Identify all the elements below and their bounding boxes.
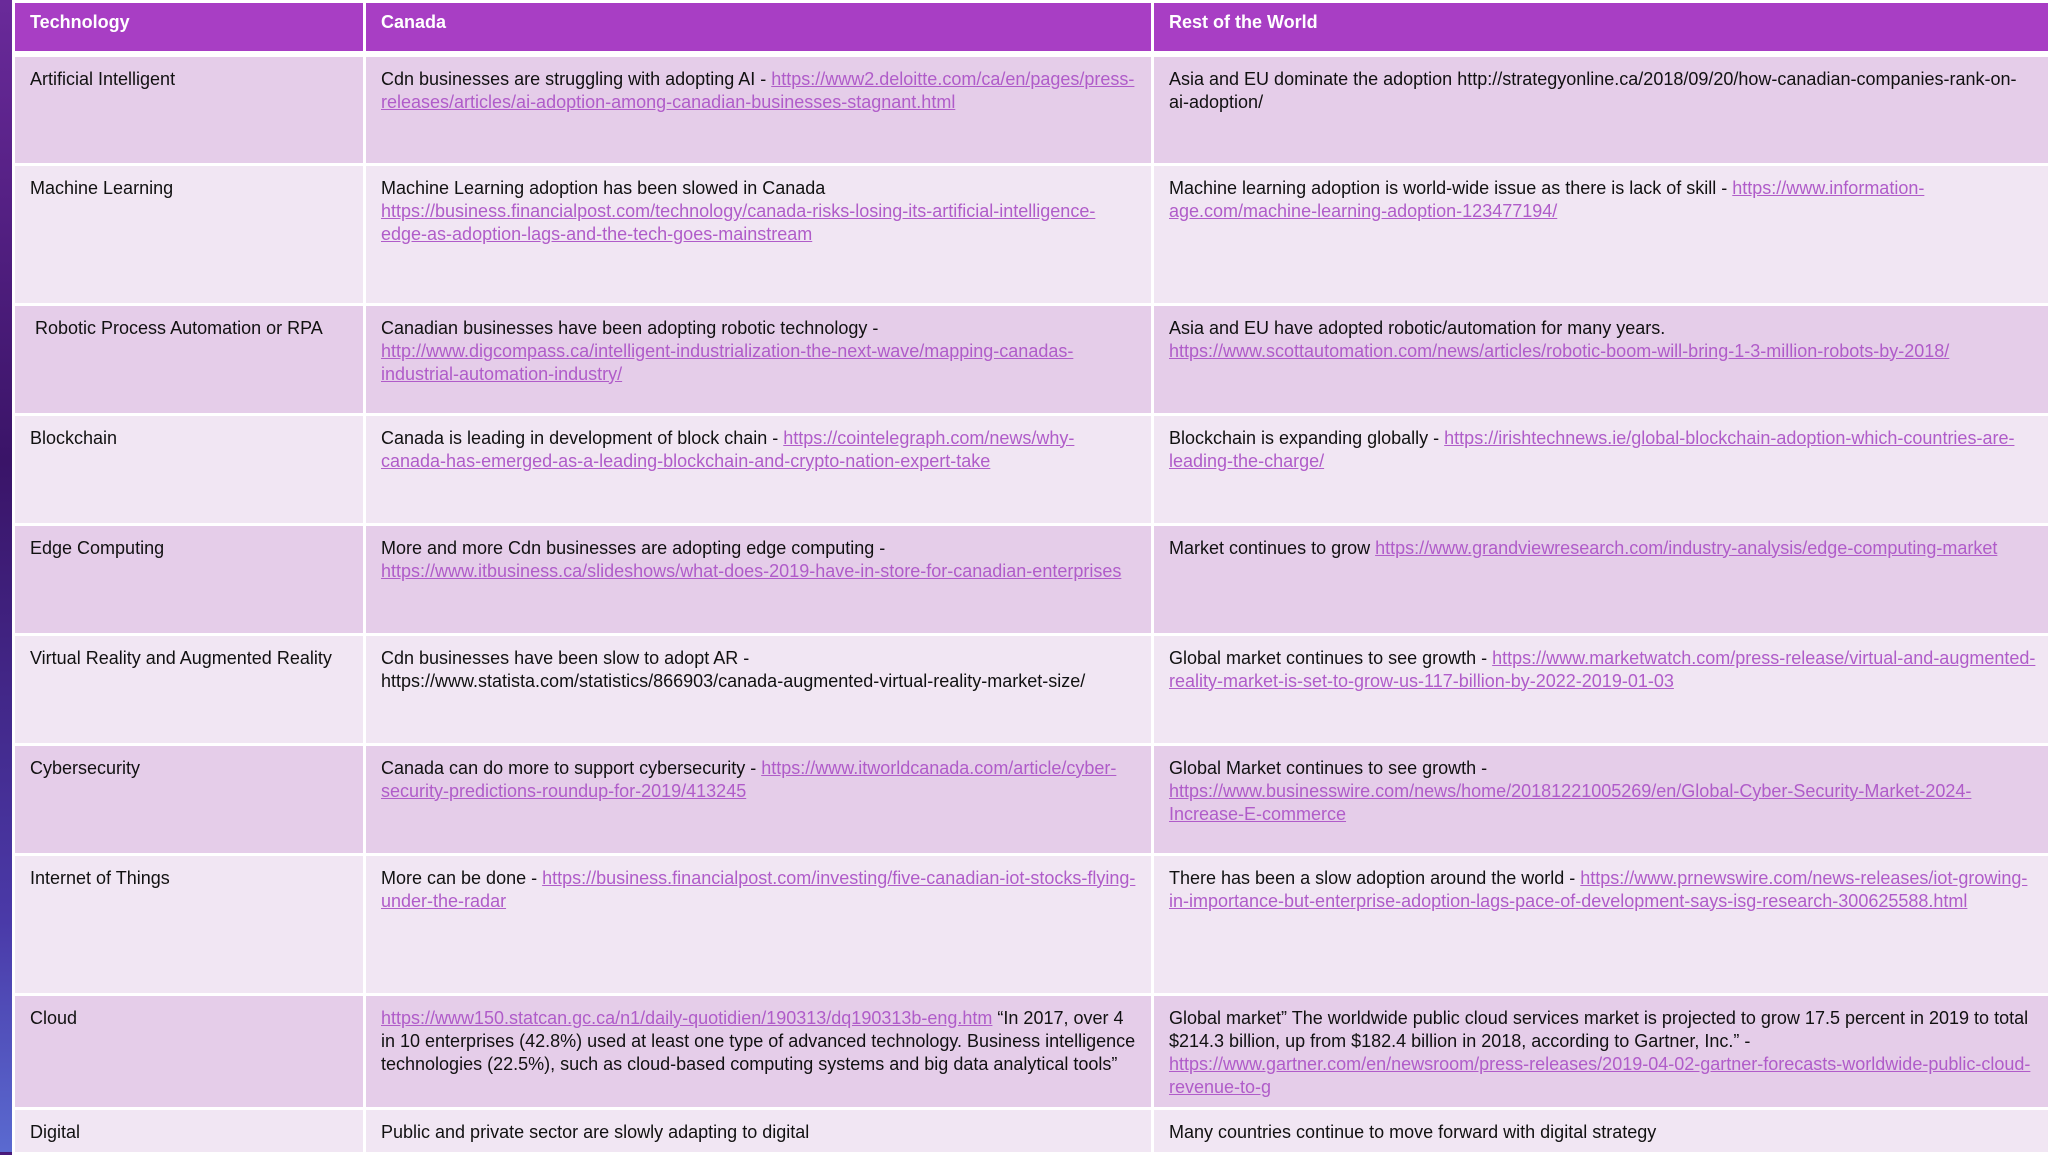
table-row — [14, 1108, 2048, 1153]
world-text: Asia and EU dominate the adoption http://strategyonline.ca/2018/09/20/how-canadian-companies-rank-on-ai-adoption/ — [1169, 69, 2017, 112]
world-text: There has been a slow adoption around the world - — [1169, 868, 1580, 888]
technology-cell-internet-of-things — [14, 854, 365, 994]
world-source-link[interactable]: https://www.marketwatch.com/press-release/virtual-and-augmented-reality-market-is-set-to-grow-us-117-billion-by-2022-2019-01-03 — [1169, 648, 2035, 691]
canada-source-link[interactable]: https://www2.deloitte.com/ca/en/pages/press-releases/articles/ai-adoption-among-canadian-businesses-stagnant.html — [381, 69, 1134, 112]
canada-text: Canada can do more to support cybersecurity - — [381, 758, 761, 778]
canada-source-link[interactable]: https://business.financialpost.com/technology/canada-risks-losing-its-artificial-intelligence-edge-as-adoption-lags-and-the-tech-goes-mainstream — [381, 201, 1095, 244]
technology-cell-edge-computing — [14, 524, 365, 634]
canada-source-link[interactable]: https://www.itworldcanada.com/article/cyber-security-predictions-roundup-for-2019/413245 — [381, 758, 1116, 801]
technology-label: Machine Learning — [30, 178, 173, 198]
canada-cell — [365, 634, 1153, 744]
canada-text: Canadian businesses have been adopting robotic technology - — [381, 318, 878, 338]
table-row — [14, 994, 2048, 1108]
canada-cell — [365, 304, 1153, 414]
technology-label: Cybersecurity — [30, 758, 140, 778]
world-cell — [1153, 854, 2048, 994]
world-source-link[interactable]: https://www.gartner.com/en/newsroom/press-releases/2019-04-02-gartner-forecasts-worldwide-public-cloud-revenue-to-g — [1169, 1054, 2030, 1097]
canada-text: More and more Cdn businesses are adopting edge computing - — [381, 538, 885, 558]
world-cell — [1153, 54, 2048, 164]
world-text: Global Market continues to see growth - — [1169, 758, 1487, 778]
world-source-link[interactable]: https://www.businesswire.com/news/home/20181221005269/en/Global-Cyber-Security-Market-2024-Increase-E-commerce — [1169, 781, 1971, 824]
world-text: Blockchain is expanding globally - — [1169, 428, 1444, 448]
canada-cell — [365, 744, 1153, 854]
technology-label: Virtual Reality and Augmented Reality — [30, 648, 332, 668]
header-row — [14, 2, 2048, 55]
world-cell — [1153, 994, 2048, 1108]
technology-label: Edge Computing — [30, 538, 164, 558]
technology-cell-virtual-reality-and-augmented-reality — [14, 634, 365, 744]
canada-text: More can be done - — [381, 868, 542, 888]
world-text: Market continues to grow — [1169, 538, 1375, 558]
canada-cell — [365, 854, 1153, 994]
technology-label: Internet of Things — [30, 868, 170, 888]
world-cell — [1153, 744, 2048, 854]
world-text: Asia and EU have adopted robotic/automation for many years. — [1169, 318, 1665, 338]
world-source-link[interactable]: https://www.grandviewresearch.com/industry-analysis/edge-computing-market — [1375, 538, 1997, 558]
technology-cell-cybersecurity — [14, 744, 365, 854]
world-text: Global market” The worldwide public cloud services market is projected to grow 17.5 percent in 2019 to total $214.3 billion, up from $182.4 billion in 2018, according to Gartner, Inc.” - — [1169, 1008, 2028, 1051]
canada-text: Machine Learning adoption has been slowed in Canada — [381, 178, 825, 198]
canada-source-link[interactable]: https://cointelegraph.com/news/why-canada-has-emerged-as-a-leading-blockchain-and-crypto-nation-expert-take — [381, 428, 1074, 471]
technology-cell-digital — [14, 1108, 365, 1153]
world-cell — [1153, 524, 2048, 634]
table-row — [14, 634, 2048, 744]
table-row — [14, 744, 2048, 854]
world-source-link[interactable]: https://www.scottautomation.com/news/articles/robotic-boom-will-bring-1-3-million-robots-by-2018/ — [1169, 341, 1949, 361]
world-text: Machine learning adoption is world-wide issue as there is lack of skill - — [1169, 178, 1732, 198]
canada-source-link[interactable]: https://www.itbusiness.ca/slideshows/what-does-2019-have-in-store-for-canadian-enterprises — [381, 561, 1121, 581]
world-cell — [1153, 304, 2048, 414]
world-text: Many countries continue to move forward with digital strategy — [1169, 1122, 1656, 1142]
technology-cell-robotic-process-automation-or-rpa — [14, 304, 365, 414]
technology-cell-artificial-intelligent — [14, 54, 365, 164]
table-row — [14, 54, 2048, 164]
technology-cell-blockchain — [14, 414, 365, 524]
canada-text: Cdn businesses have been slow to adopt AR - https://www.statista.com/statistics/866903/canada-augmented-virtual-reality-market-size/ — [381, 648, 1085, 691]
technology-cell-machine-learning — [14, 164, 365, 304]
technology-label: Digital — [30, 1122, 80, 1142]
table-row — [14, 854, 2048, 994]
table-row — [14, 524, 2048, 634]
world-source-link[interactable]: https://irishtechnews.ie/global-blockchain-adoption-which-countries-are-leading-the-charge/ — [1169, 428, 2014, 471]
world-cell — [1153, 634, 2048, 744]
table-row — [14, 304, 2048, 414]
world-source-link[interactable]: https://www.prnewswire.com/news-releases/iot-growing-in-importance-but-enterprise-adoption-lags-pace-of-development-says-isg-research-300625588.html — [1169, 868, 2027, 911]
canada-cell — [365, 1108, 1153, 1153]
canada-quote-text: “In 2017, over 4 in 10 enterprises (42.8%) used at least one type of advanced technology. Business intelligence technologies (22.5%), such as cloud-based computing systems and big data analytical tools” — [381, 1008, 1135, 1074]
canada-cell — [365, 414, 1153, 524]
header-canada: Canada — [365, 2, 1153, 55]
technology-label: Robotic Process Automation or RPA — [30, 318, 323, 338]
canada-cell — [365, 164, 1153, 304]
technology-label: Artificial Intelligent — [30, 69, 175, 89]
canada-cell — [365, 54, 1153, 164]
canada-source-link[interactable]: https://www150.statcan.gc.ca/n1/daily-quotidien/190313/dq190313b-eng.htm — [381, 1008, 992, 1028]
canada-cell — [365, 994, 1153, 1108]
canada-source-link[interactable]: http://www.digcompass.ca/intelligent-industrialization-the-next-wave/mapping-canadas-industrial-automation-industry/ — [381, 341, 1073, 384]
world-source-link[interactable]: https://www.information-age.com/machine-learning-adoption-123477194/ — [1169, 178, 1924, 221]
table-row — [14, 414, 2048, 524]
technology-comparison-table — [12, 0, 2048, 1155]
world-cell — [1153, 164, 2048, 304]
header-technology: Technology — [14, 2, 365, 55]
canada-source-link[interactable]: https://business.financialpost.com/investing/five-canadian-iot-stocks-flying-under-the-radar — [381, 868, 1135, 911]
header-rest-of-world: Rest of the World — [1153, 2, 2048, 55]
table-row — [14, 164, 2048, 304]
canada-cell — [365, 524, 1153, 634]
world-cell — [1153, 1108, 2048, 1153]
world-text: Global market continues to see growth - — [1169, 648, 1492, 668]
canada-text: Public and private sector are slowly adapting to digital — [381, 1122, 809, 1142]
canada-text: Canada is leading in development of block chain - — [381, 428, 783, 448]
world-cell — [1153, 414, 2048, 524]
technology-label: Cloud — [30, 1008, 77, 1028]
canada-text: Cdn businesses are struggling with adopting AI - — [381, 69, 771, 89]
technology-cell-cloud — [14, 994, 365, 1108]
technology-label: Blockchain — [30, 428, 117, 448]
